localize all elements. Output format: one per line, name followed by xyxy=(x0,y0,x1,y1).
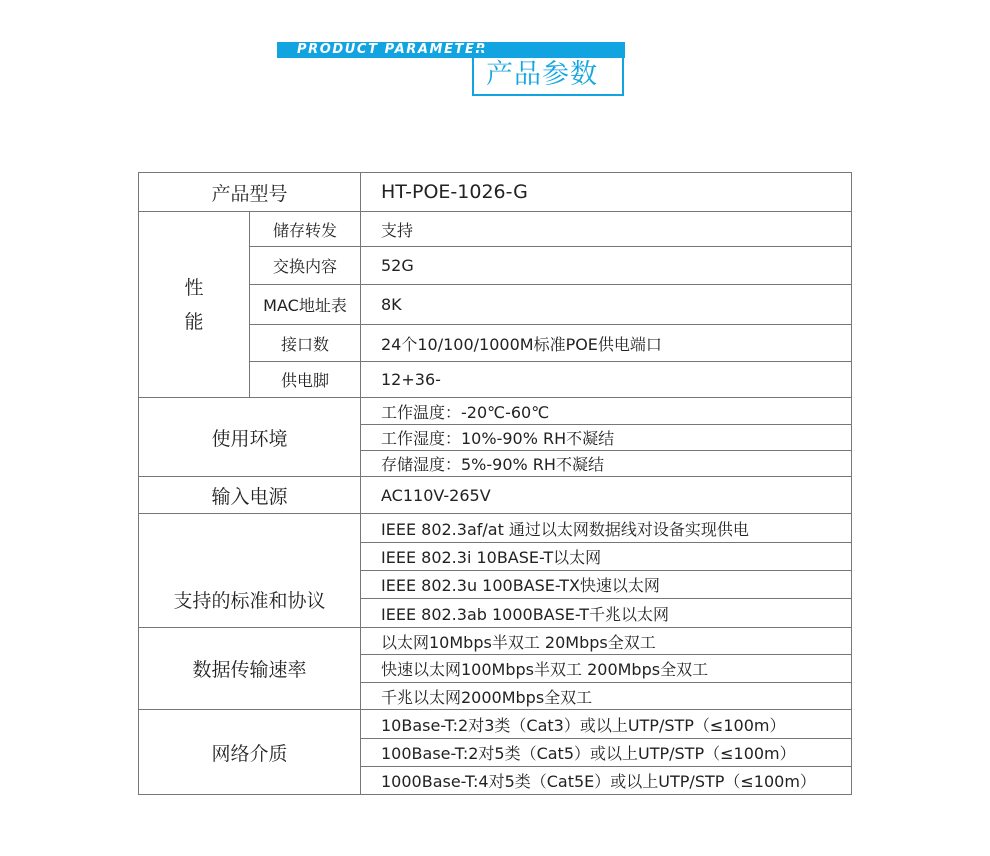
parameter-table xyxy=(138,172,852,795)
product-parameter-banner: PRODUCT PARAMETER xyxy=(277,42,625,58)
rate-value: 以太网10Mbps半双工 20Mbps全双工 xyxy=(381,632,656,652)
page-title: 产品参数 xyxy=(486,59,598,90)
standards-value: IEEE 802.3ab 1000BASE-T千兆以太网 xyxy=(381,604,669,624)
perf-value: 支持 xyxy=(381,220,414,240)
environment-value: 存储湿度：5%-90% RH不凝结 xyxy=(381,455,604,474)
rate-label: 数据传输速率 xyxy=(192,659,307,681)
performance-label-line2: 能 xyxy=(184,310,204,333)
power-label: 输入电源 xyxy=(211,485,288,508)
perf-value: 12+36- xyxy=(381,370,441,389)
perf-name: 储存转发 xyxy=(272,220,337,240)
power-value: AC110V-265V xyxy=(381,485,491,505)
environment-value: 工作湿度：10%-90% RH不凝结 xyxy=(381,429,615,448)
environment-value: 工作温度：-20℃-60℃ xyxy=(381,402,550,422)
performance-label-line1: 性 xyxy=(184,276,204,299)
perf-value: 8K xyxy=(381,295,402,314)
perf-value: 24个10/100/1000M标准POE供电端口 xyxy=(381,334,662,354)
media-value: 10Base-T:2对3类（Cat3）或以上UTP/STP（≤100m） xyxy=(381,715,786,735)
rate-value: 快速以太网100Mbps半双工 200Mbps全双工 xyxy=(381,660,709,679)
performance-label xyxy=(139,212,249,397)
standards-value: IEEE 802.3af/at 通过以太网数据线对设备实现供电 xyxy=(381,519,749,539)
model-value: HT-POE-1026-G xyxy=(381,181,528,203)
perf-name: 接口数 xyxy=(280,334,329,354)
standards-label: 支持的标准和协议 xyxy=(173,590,326,612)
standards-value: IEEE 802.3i 10BASE-T以太网 xyxy=(381,548,602,567)
perf-name: 供电脚 xyxy=(280,371,329,390)
perf-name: 交换内容 xyxy=(272,257,337,276)
standards-value: IEEE 802.3u 100BASE-TX快速以太网 xyxy=(381,576,660,595)
environment-label: 使用环境 xyxy=(211,427,288,450)
model-label: 产品型号 xyxy=(211,182,288,205)
perf-name: MAC地址表 xyxy=(263,296,347,315)
media-label: 网络介质 xyxy=(211,742,288,765)
perf-value: 52G xyxy=(381,256,414,275)
rate-value: 千兆以太网2000Mbps全双工 xyxy=(381,687,593,707)
media-value: 1000Base-T:4对5类（Cat5E）或以上UTP/STP（≤100m） xyxy=(381,772,816,791)
media-value: 100Base-T:2对5类（Cat5）或以上UTP/STP（≤100m） xyxy=(381,744,796,763)
